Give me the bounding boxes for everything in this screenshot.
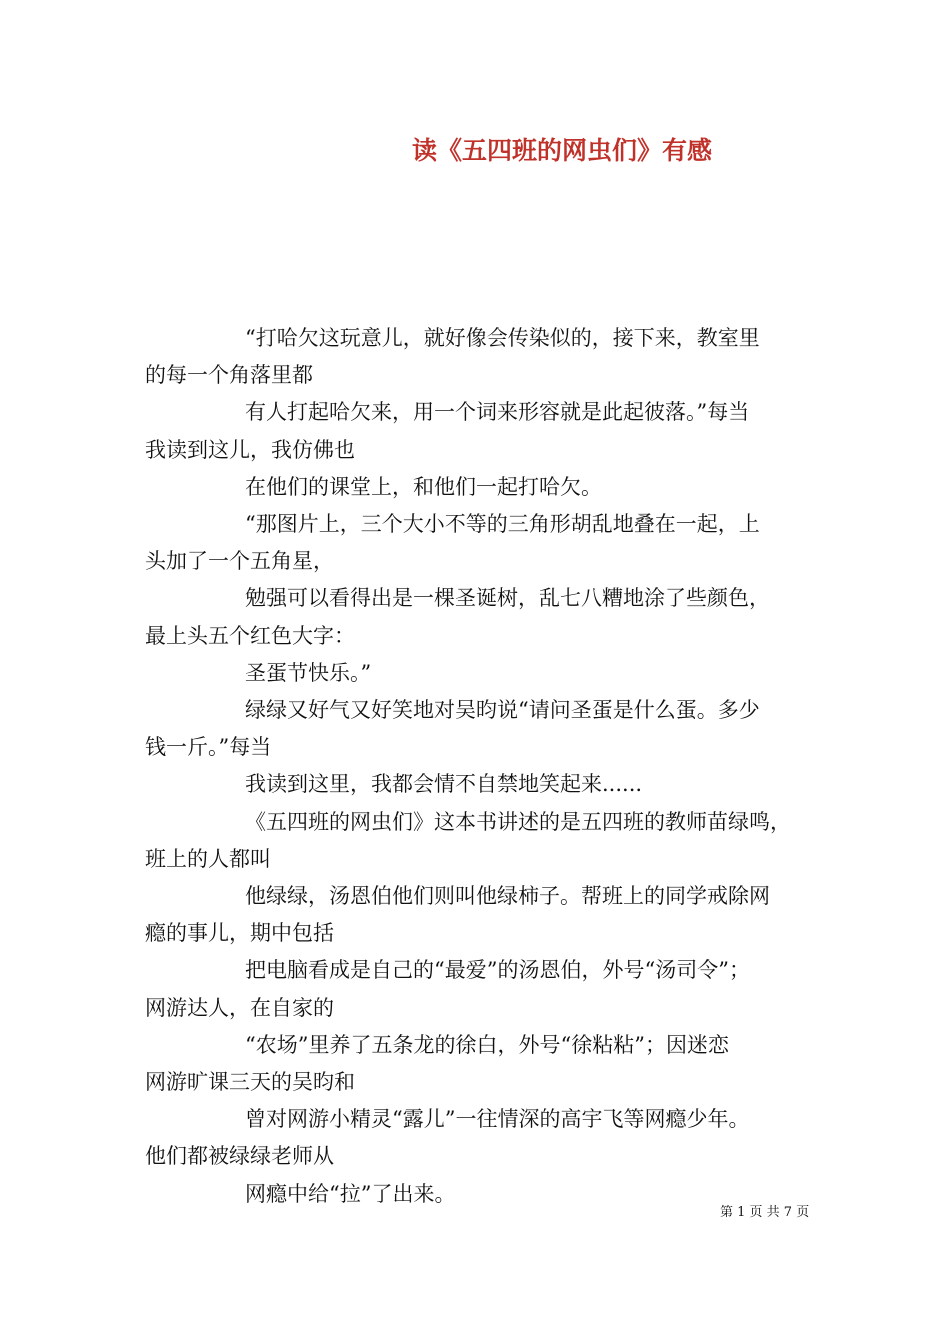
paragraph-14: [145, 1176, 815, 1213]
paragraph-line: 网游旷课三天的吴昀和: [145, 1070, 355, 1095]
paragraph-line: 班上的人都叫: [145, 846, 271, 871]
paragraph-line: 在他们的课堂上，和他们一起打哈欠。: [245, 474, 602, 499]
paragraph-line: “农场”里养了五条龙的徐白，外号“徐粘粘”；因迷恋: [245, 1032, 729, 1057]
paragraph-line: 瘾的事儿，期中包括: [145, 921, 334, 946]
paragraph-line: 头加了一个五角星，: [145, 549, 334, 574]
paragraph-line: 他们都被绿绿老师从: [145, 1144, 334, 1169]
paragraph-4: [145, 506, 815, 580]
paragraph-line: 网瘾中给“拉”了出来。: [245, 1181, 456, 1206]
document-body: [145, 320, 815, 1213]
paragraph-line: 勉强可以看得出是一棵圣诞树，乱七八糟地涂了些颜色，: [245, 586, 770, 611]
paragraph-line: 把电脑看成是自己的“最爱”的汤恩伯，外号“汤司令”；: [245, 958, 750, 983]
paragraph-line: 曾对网游小精灵“露儿”一往情深的高宇飞等网瘾少年。: [245, 1107, 750, 1132]
paragraph-line: 绿绿又好气又好笑地对吴昀说“请问圣蛋是什么蛋。多少: [245, 698, 760, 723]
paragraph-3: [145, 469, 815, 506]
paragraph-5: [145, 580, 815, 654]
page-number-footer: 第 1 页 共 7 页: [720, 1205, 810, 1220]
paragraph-8: [145, 766, 815, 803]
paragraph-11: [145, 952, 815, 1026]
document-title: 读《五四班的网虫们》有感: [412, 136, 713, 165]
paragraph-10: [145, 878, 815, 952]
paragraph-line: 他绿绿，汤恩伯他们则叫他绿柿子。帮班上的同学戒除网: [245, 884, 770, 909]
paragraph-line: 我读到这里，我都会情不自禁地笑起来......: [245, 772, 643, 797]
paragraph-line: “打哈欠这玩意儿，就好像会传染似的，接下来，教室里: [245, 326, 760, 350]
paragraph-line: 《五四班的网虫们》这本书讲述的是五四班的教师苗绿鸣，: [245, 809, 791, 834]
paragraph-7: [145, 692, 815, 766]
paragraph-line: 钱一斤。”每当: [145, 735, 272, 760]
paragraph-2: [145, 394, 815, 468]
paragraph-line: “那图片上，三个大小不等的三角形胡乱地叠在一起，上: [245, 512, 760, 537]
paragraph-6: [145, 655, 815, 692]
paragraph-line: 最上头五个红色大字：: [145, 623, 355, 648]
paragraph-9: [145, 804, 815, 878]
paragraph-12: [145, 1027, 815, 1101]
paragraph-line: 圣蛋节快乐。”: [245, 660, 372, 685]
paragraph-13: [145, 1101, 815, 1175]
paragraph-line: 网游达人，在自家的: [145, 995, 334, 1020]
paragraph-line: 我读到这儿，我仿佛也: [145, 437, 355, 462]
paragraph-1: [145, 320, 815, 394]
paragraph-line: 有人打起哈欠来，用一个词来形容就是此起彼落。”每当: [245, 400, 750, 425]
paragraph-line: 的每一个角落里都: [145, 363, 313, 388]
